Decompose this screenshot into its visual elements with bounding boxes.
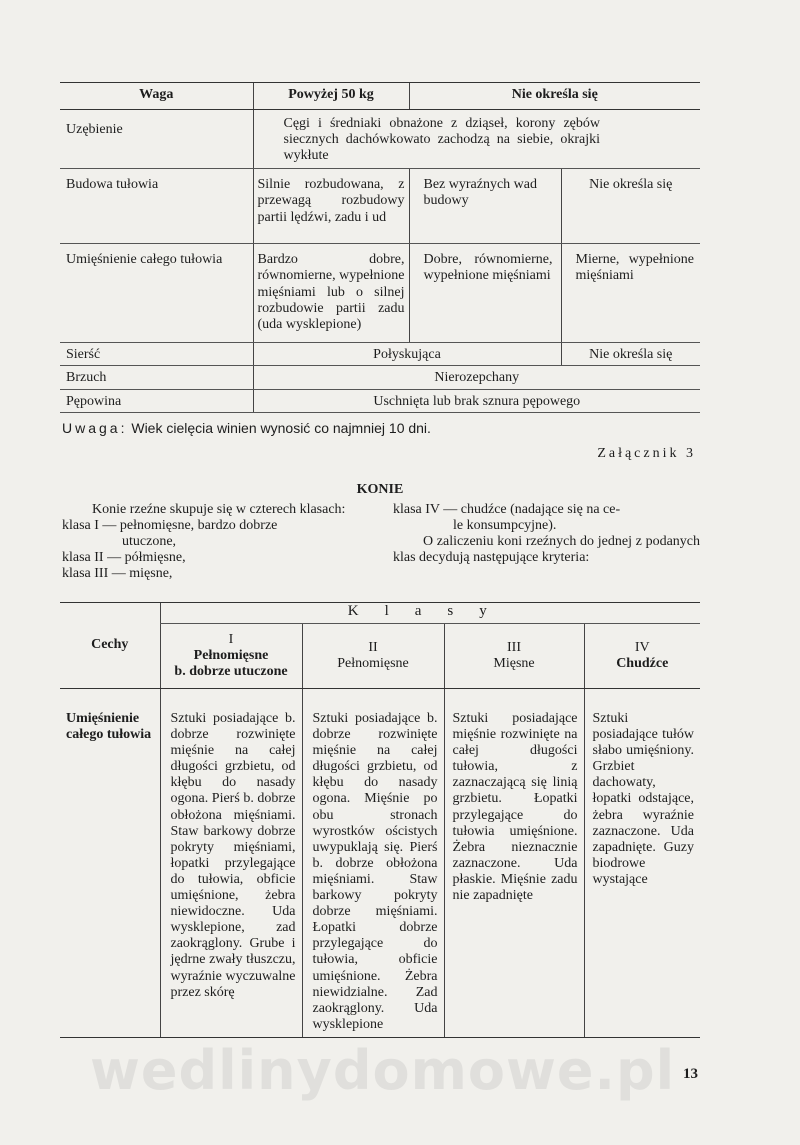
- cell-pepowina: Uschnięta lub brak sznura pępowego: [253, 389, 700, 412]
- page-number: 13: [683, 1066, 698, 1082]
- row-label-pepowina: Pępowina: [60, 389, 253, 412]
- class-1-name: Pełnomięsne: [193, 647, 269, 663]
- feature-umiesnienie: Umięśnienie całego tułowia: [60, 689, 160, 1038]
- header-not-specified: Nie określa się: [409, 83, 700, 110]
- header-cechy: Cechy: [60, 603, 160, 689]
- class-1-number: I: [228, 631, 234, 647]
- intro-right-column: [393, 502, 700, 566]
- class-4-name: Chudźce: [616, 656, 669, 671]
- section-title-konie: KONIE: [356, 482, 404, 497]
- class-2-line: klasa II — półmięsne,: [62, 550, 186, 566]
- class-1-line-cont: utuczone,: [122, 534, 177, 550]
- table-row: [60, 389, 700, 412]
- class-2-name: Pełnomięsne: [337, 656, 409, 671]
- class-header-3: [444, 624, 584, 689]
- class-1-line: klasa I — pełnomięsne, bardzo dobrze: [62, 518, 278, 534]
- horse-classes-table: [60, 602, 700, 1038]
- cell-budowa-b: Bez wyraźnych wad budowy: [409, 169, 561, 244]
- table-row: [60, 689, 700, 1038]
- note-text: Wiek cielęcia winien wynosić co najmniej 10 dni.: [127, 420, 431, 436]
- cell-siersc-c: Nie określa się: [561, 343, 700, 366]
- header-waga: Waga: [60, 83, 253, 110]
- class-3-number: III: [507, 639, 521, 655]
- table-row: [60, 366, 700, 389]
- class-header-4: [584, 624, 700, 689]
- class-4-line-cont: le konsumpcyjne).: [453, 518, 557, 534]
- table-header-row: [60, 603, 700, 624]
- calves-criteria-table: [60, 82, 700, 413]
- row-label-uzebienie: Uzębienie: [60, 110, 253, 169]
- header-klasy: Klasy: [160, 603, 700, 624]
- row-label-siersc: Sierść: [60, 343, 253, 366]
- cell-class-2: Sztuki posiadające b. dobrze rozwinięte mięśnie na całej długości grzbietu, od kłębu do nasady ogona. Mięśnie po obu stronach wyrostków ościstych uwypuklają się. Pierś b. dobrze obłożona mięśniami. Staw barkowy pokryty dobrze mięśniami. Łopatki dobrze przylegające do tułowia, obficie umięśnione. Żebra niewidzialne. Zad zaokrąglony. Uda wysklepione: [302, 689, 444, 1038]
- cell-uzebienie: Cęgi i średniaki obnażone z dziąseł, korony zębów siecznych dachówkowato zachodzą na siebie, okrajki wykłute: [253, 110, 700, 169]
- cell-umiesnienie-a: Bardzo dobre, równomierne, wypełnione mięśniami lub o silnej rozbudowie partii zadu (uda wysklepione): [253, 244, 409, 343]
- cell-budowa-a: Silnie rozbudowana, z przewagą rozbudowy partii lędźwi, zadu i ud: [253, 169, 409, 244]
- class-1-subtitle: b. dobrze utuczone: [174, 664, 288, 680]
- watermark: wedlinydomowe.pl: [90, 1039, 676, 1102]
- class-4-line: klasa IV — chudźce (nadające się na ce-: [393, 502, 621, 517]
- note-label: Uwaga:: [62, 420, 128, 436]
- cell-class-1: Sztuki posiadające b. dobrze rozwinięte mięśnie na całej długości grzbietu, od kłębu do nasady ogona. Pierś b. dobrze obłożona mięśniami. Staw barkowy dobrze pokryty mięśniami, łopatki przylegające do tułowia, obficie umięśnione, żebra niewidoczne. Uda wysklepione, zad zaokrąglony. Grube i jędrne zwały tłuszczu, wyraźnie wyczuwalne przez skórę: [160, 689, 302, 1038]
- criteria-paragraph: O zaliczeniu koni rzeźnych do jednej z podanych klas decydują następujące kryteria:: [393, 534, 700, 566]
- class-3-line: klasa III — mięsne,: [62, 566, 173, 582]
- table-row: [60, 244, 700, 343]
- class-header-2: [302, 624, 444, 689]
- intro-paragraph: Konie rzeźne skupuje się w czterech klasach:: [92, 502, 346, 517]
- age-note: [62, 420, 431, 436]
- class-3-name: Mięsne: [493, 656, 535, 671]
- attachment-label: Załącznik 3: [597, 446, 696, 461]
- intro-left-column: [62, 502, 374, 582]
- cell-budowa-c: Nie określa się: [561, 169, 700, 244]
- row-label-brzuch: Brzuch: [60, 366, 253, 389]
- header-over-50kg: Powyżej 50 kg: [253, 83, 409, 110]
- table-header-row: [60, 83, 700, 110]
- cell-umiesnienie-c: Mierne, wypełnione mięśniami: [561, 244, 700, 343]
- cell-umiesnienie-b: Dobre, równomierne, wypełnione mięśniami: [409, 244, 561, 343]
- table-row: [60, 169, 700, 244]
- class-2-number: II: [368, 639, 378, 655]
- table-row: [60, 110, 700, 169]
- class-4-number: IV: [634, 639, 650, 655]
- cell-brzuch: Nierozepchany: [253, 366, 700, 389]
- row-label-budowa: Budowa tułowia: [60, 169, 253, 244]
- cell-siersc-ab: Połyskująca: [253, 343, 561, 366]
- class-header-1: [160, 624, 302, 689]
- row-label-umiesnienie: Umięśnienie całego tułowia: [60, 244, 253, 343]
- cell-class-3: Sztuki posiadające mięśnie rozwinięte na całej długości tułowia, z zaznaczającą się linią grzbietu. Łopatki przylegające do tułowia umięśnione. Żebra nieznacznie zaznaczone. Uda płaskie. Mięśnie zadu nie zapadnięte: [444, 689, 584, 1038]
- table-row: [60, 343, 700, 366]
- cell-class-4: Sztuki posiadające tułów słabo umięśniony. Grzbiet dachowaty, łopatki odstające, żebra wyraźnie zaznaczone. Uda zapadnięte. Guzy biodrowe wystające: [584, 689, 700, 1038]
